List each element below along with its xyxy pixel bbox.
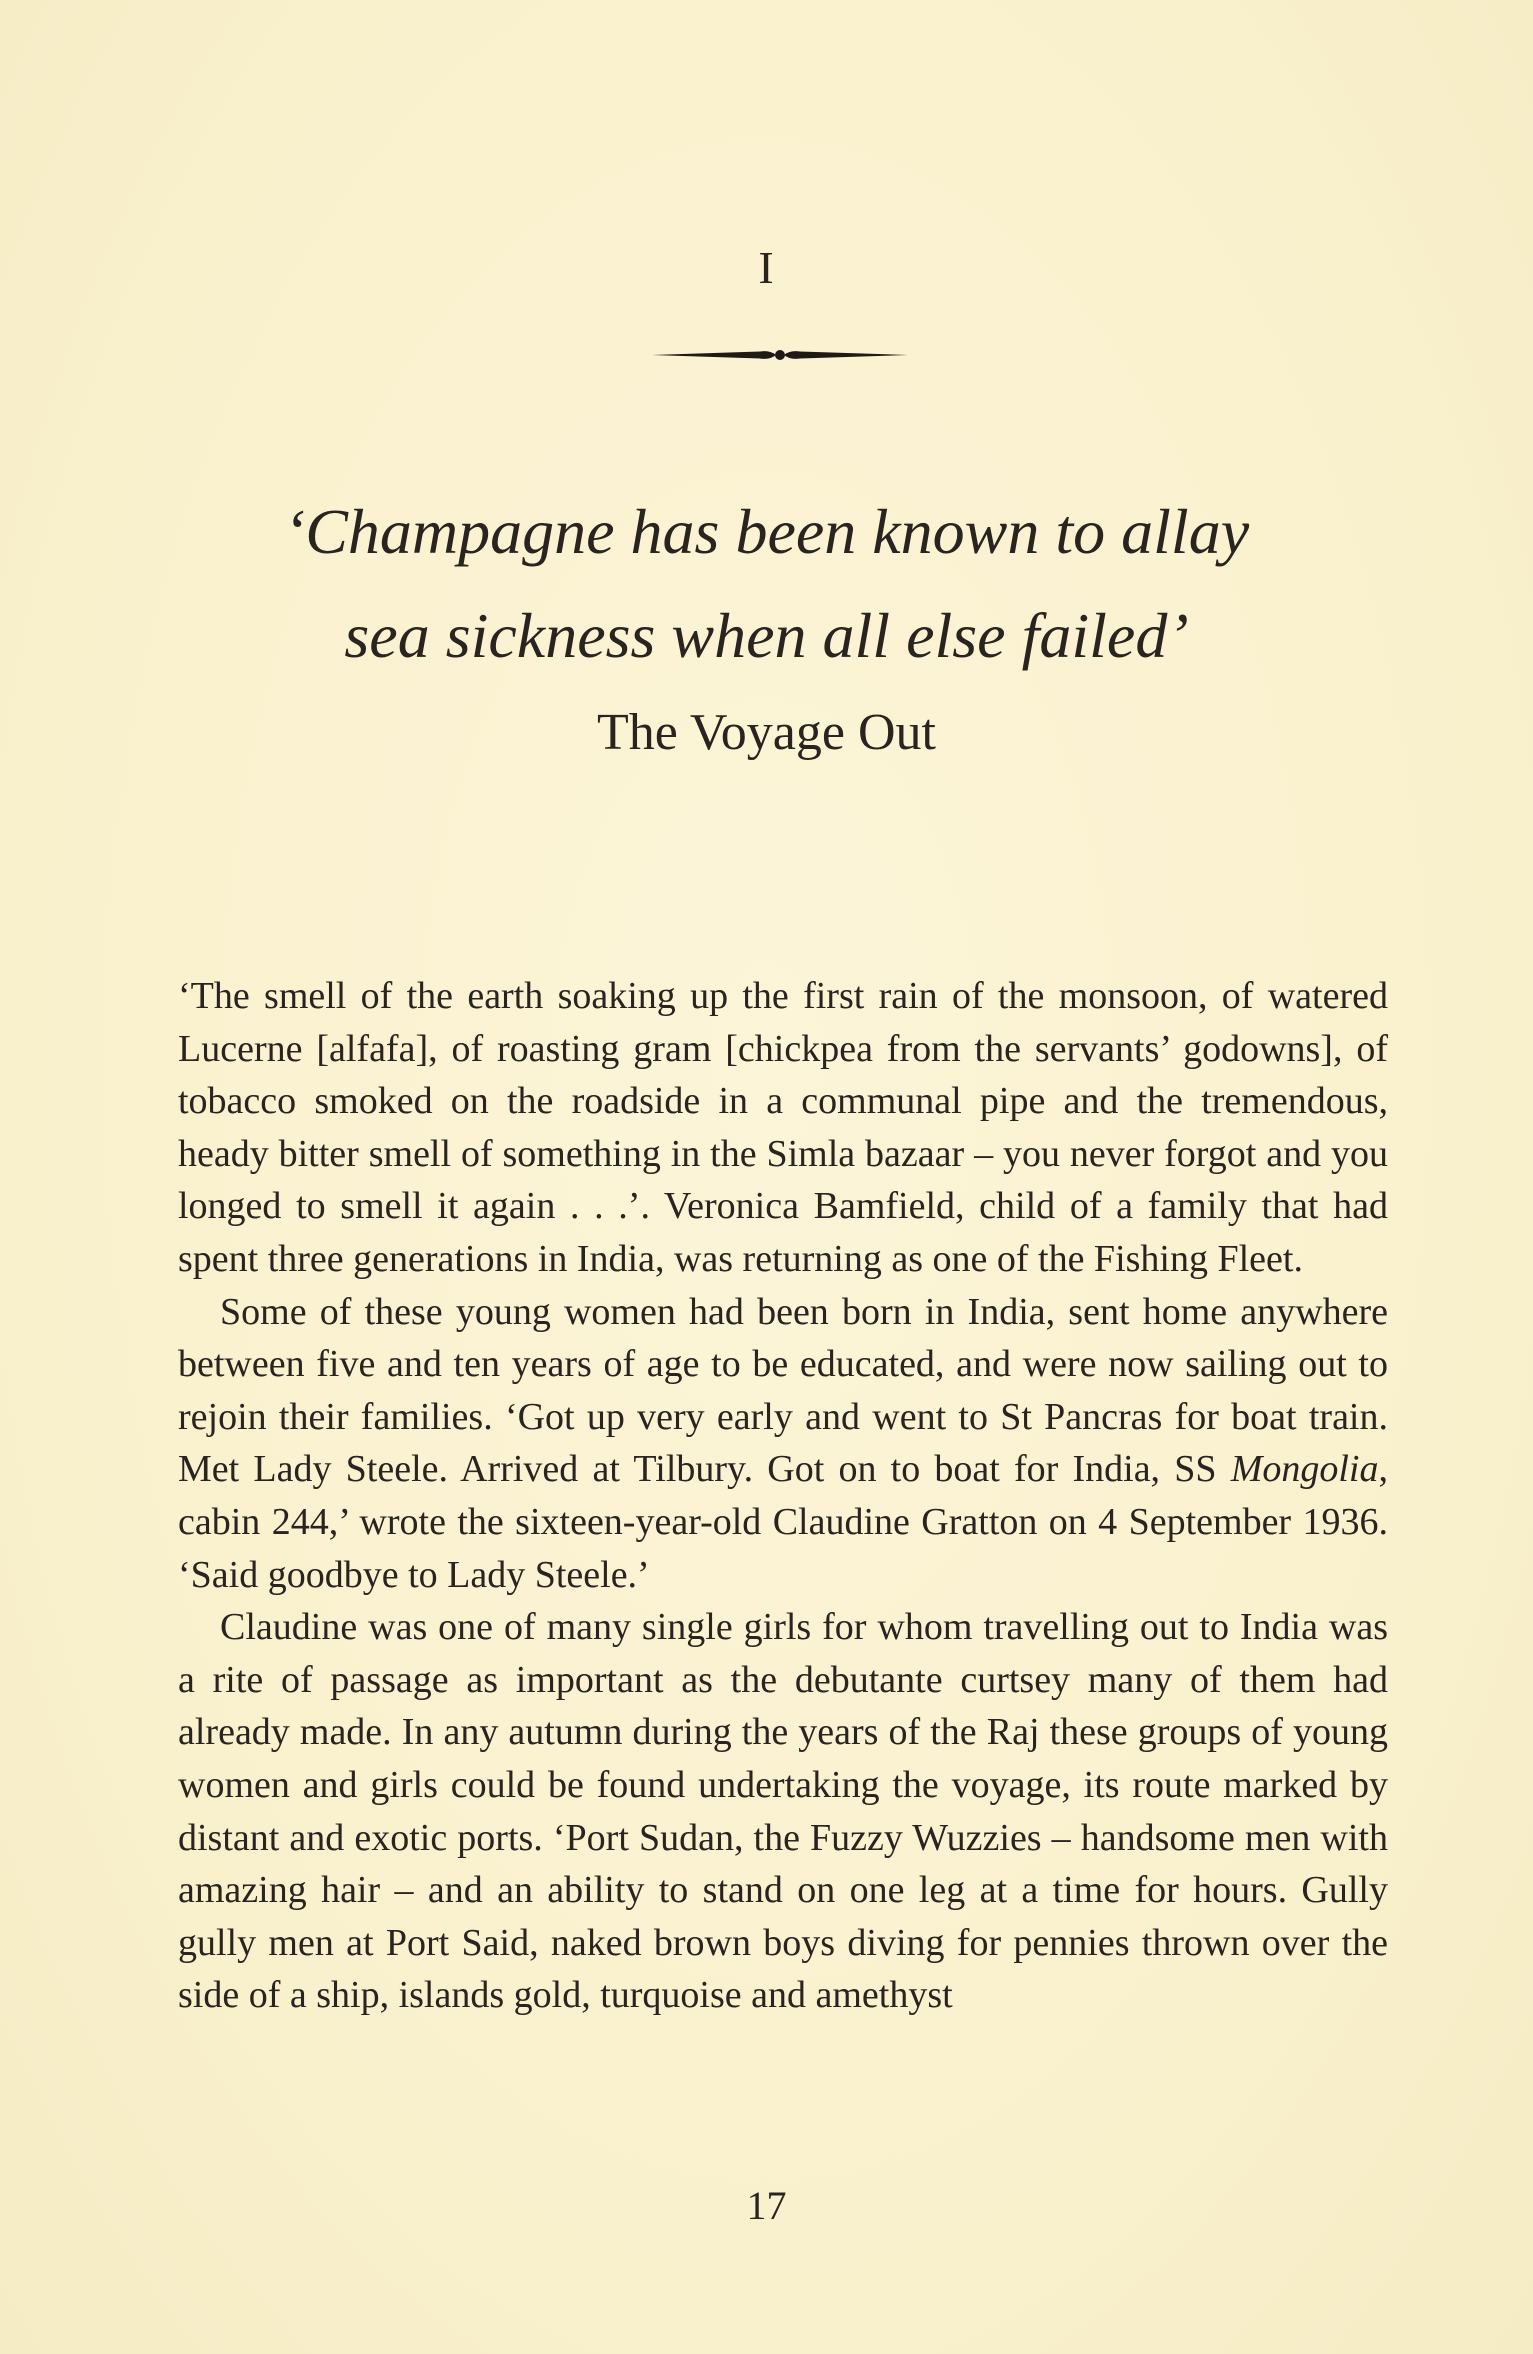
paragraph-1: ‘The smell of the earth soaking up the first rain of the monsoon, of watered Lucerne [alfafa], of roasting gram [chickpea from the servants’ godowns], of tobacco smoked on the roadside in a communal pipe and the tremendous, heady bitter smell of something in the Simla bazaar – you never forgot and you longed to smell it again . . .’. Veronica Bamfield, child of a family that had spent three generations in India, was returning as one of the Fishing Fleet. <box>178 975 1388 1280</box>
body-text <box>178 970 1388 2022</box>
chapter-ornament-icon <box>650 338 910 372</box>
chapter-title-line-1: ‘Champagne has been known to allay <box>283 496 1250 567</box>
paragraph-2 <box>178 1286 1388 1602</box>
chapter-subtitle: The Voyage Out <box>597 704 936 761</box>
chapter-title-line-2: sea sickness when all else failed’ <box>344 600 1189 671</box>
page-number: 17 <box>746 2183 787 2228</box>
paragraph-3: Claudine was one of many single girls for whom travelling out to India was a rite of passage as important as the debutante curtsey many of them had already made. In any autumn during the years of the Raj these groups of young women and girls could be found undertaking the voyage, its route marked by distant and exotic ports. ‘Port Sudan, the Fuzzy Wuzzies – handsome men with amazing hair – and an ability to stand on one leg at a time for hours. Gully gully men at Port Said, naked brown boys diving for pennies thrown over the side of a ship, islands gold, turquoise and amethyst <box>178 1606 1388 2017</box>
chapter-number: I <box>758 242 775 293</box>
paragraph-2-text-before: Some of these young women had been born in India, sent home anywhere between five and ten years of age to be educated, and were now sailing out to rejoin their families. ‘Got up very early and went to St Pancras for boat train. Met Lady Steele. Arrived at Tilbury. Got on to boat for India, SS <box>178 1290 1388 1491</box>
chapter-title <box>120 480 1413 688</box>
paragraph-2-text-after: , cabin 244,’ wrote the sixteen-year-old Claudine Gratton on 4 September 1936. ‘Said goodbye to Lady Steele.’ <box>178 1448 1388 1596</box>
ship-name: Mongolia <box>1230 1448 1379 1491</box>
